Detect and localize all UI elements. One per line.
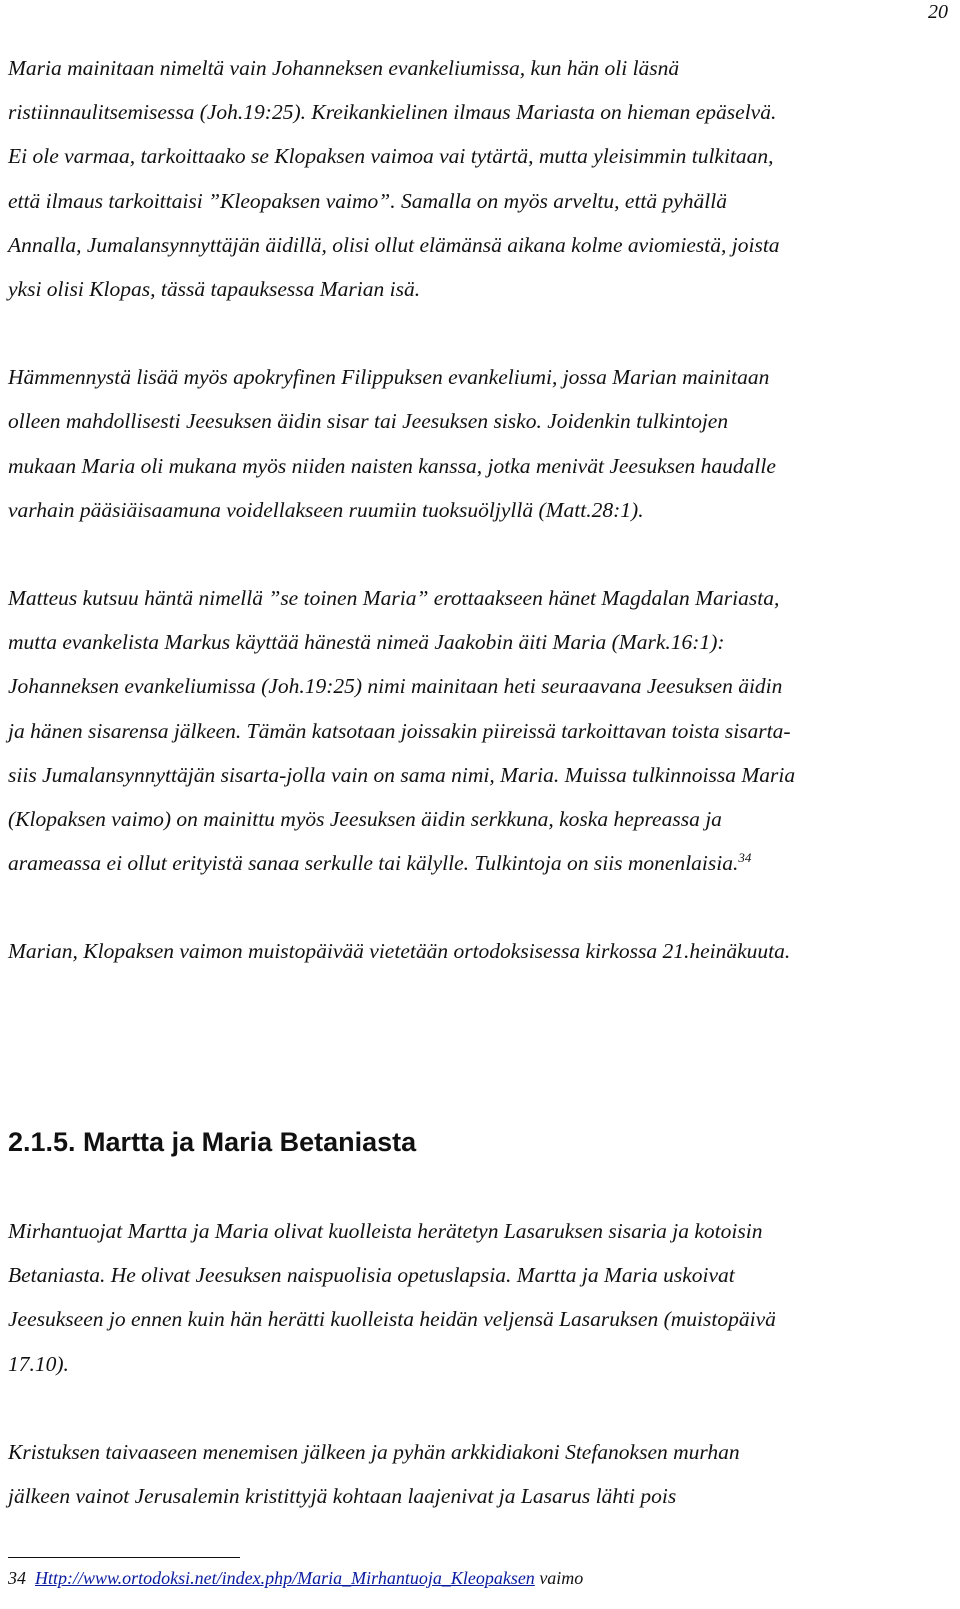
paragraph-2: Hämmennystä lisää myös apokryfinen Filippuksen evankeliumi, jossa Marian mainitaan olleen mahdollisesti Jeesuksen äidin sisar tai Jeesuksen sisko. Joidenkin tulkintojen mukaan Maria oli mukana myös niiden naisten kanssa, jotka menivät Jeesuksen haudalle varhain pääsiäisaamuna voidellakseen ruumiin tuoksuöljyllä (Matt.28:1).: [8, 365, 776, 522]
paragraph-5: Mirhantuojat Martta ja Maria olivat kuolleista herätetyn Lasaruksen sisaria ja kotoisin Betaniasta. He olivat Jeesuksen naispuolisia opetuslapsia. Martta ja Maria uskoivat Jeesukseen jo ennen kuin hän herätti kuolleista heidän veljensä Lasaruksen (muistopäivä 17.10).: [8, 1219, 776, 1376]
footnote: [8, 1566, 583, 1590]
section-martta-maria: [8, 1209, 943, 1518]
page-number: 20: [928, 1, 948, 23]
paragraph-4: Marian, Klopaksen vaimon muistopäivää vietetään ortodoksisessa kirkossa 21.heinäkuuta.: [8, 939, 791, 964]
footnote-number: 34: [8, 1568, 26, 1588]
section-maria-klopas: [8, 46, 943, 974]
footnote-separator: [8, 1557, 240, 1558]
paragraph-3: [8, 576, 943, 885]
footnote-suffix: vaimo: [539, 1568, 584, 1588]
footnote-link[interactable]: Http://www.ortodoksi.net/index.php/Maria_Mirhantuoja_Kleopaksen: [35, 1568, 535, 1588]
paragraph-6: Kristuksen taivaaseen menemisen jälkeen ja pyhän arkkidiakoni Stefanoksen murhan jälkeen vainot Jerusalemin kristittyjä kohtaan laajenivat ja Lasarus lähti pois: [8, 1439, 740, 1509]
paragraph-1: Maria mainitaan nimeltä vain Johanneksen evankeliumissa, kun hän oli läsnä ristiinnaulitsemisessa (Joh.19:25). Kreikankielinen ilmaus Mariasta on hieman epäselvä. Ei ole varmaa, tarkoittaako se Klopaksen vaimoa vai tytärtä, mutta yleisimmin tulkitaan, että ilmaus tarkoittaisi ”Kleopaksen vaimo”. Samalla on myös arveltu, että pyhällä Annalla, Jumalansynnyttäjän äidillä, olisi ollut elämänsä aikana kolme aviomiestä, joista yksi olisi Klopas, tässä tapauksessa Marian isä.: [8, 56, 780, 302]
paragraph-3-text: Matteus kutsuu häntä nimellä ”se toinen Maria” erottaakseen hänet Magdalan Mariasta, mutta evankelista Markus käyttää hänestä nimeä Jaakobin äiti Maria (Mark.16:1): Johanneksen evankeliumissa (Joh.19:25) nimi mainitaan heti seuraavana Jeesuksen äidin ja hänen sisarensa jälkeen. Tämän katsotaan joissakin piireissä tarkoittavan toista sisarta- siis Jumalansynnyttäjän sisarta-jolla vain on sama nimi, Maria. Muissa tulkinnoissa Maria (Klopaksen vaimo) on mainittu myös Jeesuksen äidin serkkuna, koska hepreassa ja arameassa ei ollut erityistä sanaa serkulle tai kälylle. Tulkintoja on siis monenlaisia.: [8, 586, 796, 876]
section-heading: 2.1.5. Martta ja Maria Betaniasta: [8, 1127, 417, 1157]
footnote-reference[interactable]: 34: [738, 850, 752, 866]
